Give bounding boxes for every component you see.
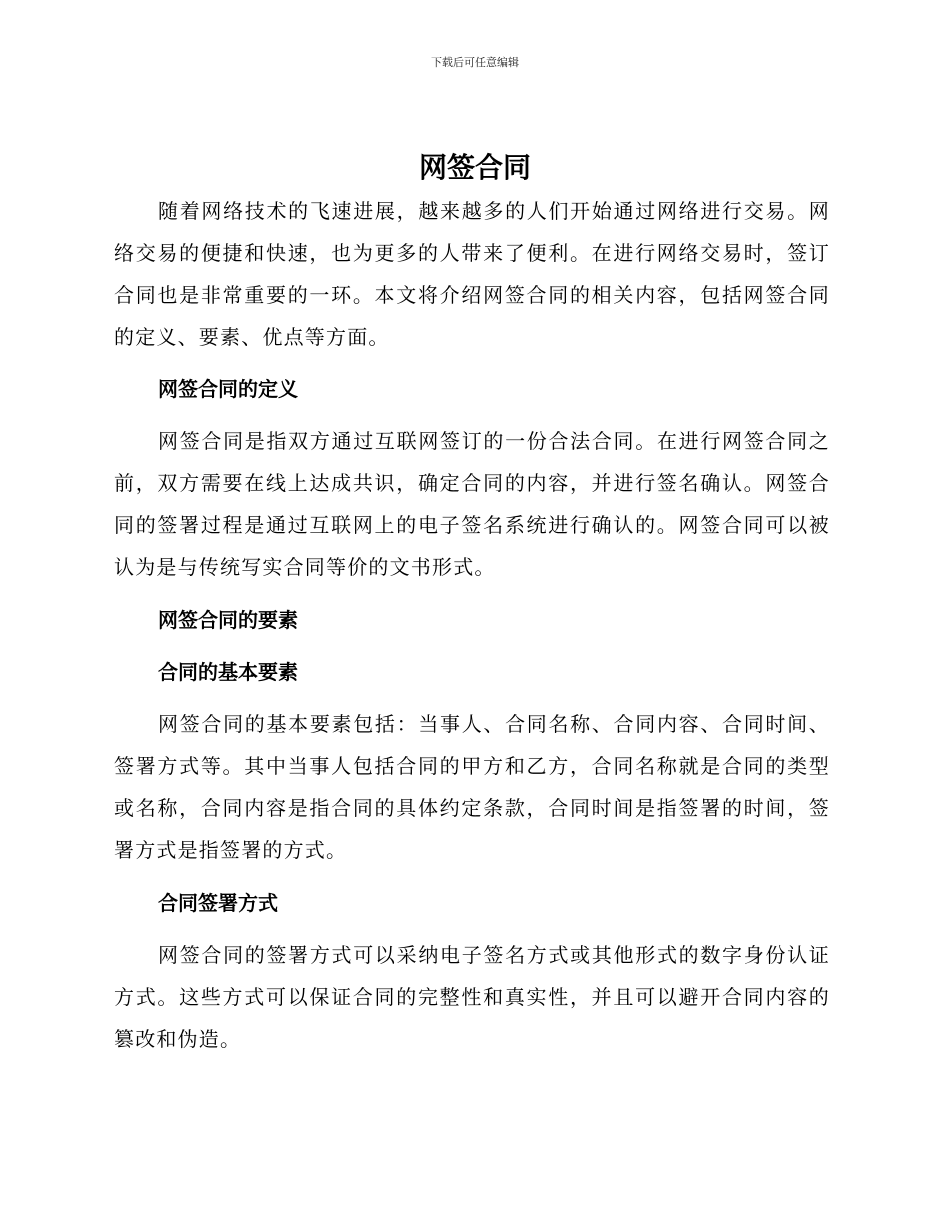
document-title: 网签合同 [418, 151, 531, 184]
section-basic-elements-body [114, 703, 830, 871]
definition-paragraph: 网签合同是指双方通过互联网签订的一份合法合同。在进行网签合同之前，双方需要在线上达成共识，确定合同的内容，并进行签名确认。网签合同的签署过程是通过互联网上的电子签名系统进行确认的。网签合同可以被认为是与传统写实合同等价的文书形式。 [114, 429, 830, 579]
section-elements [114, 599, 830, 641]
intro-paragraph: 随着网络技术的飞速进展，越来越多的人们开始通过网络进行交易。网络交易的便捷和快速，也为更多的人带来了便利。在进行网络交易时，签订合同也是非常重要的一环。本文将介绍网签合同的相关内容，包括网签合同的定义、要素、优点等方面。 [114, 199, 830, 349]
section-heading-definition: 网签合同的定义 [158, 377, 298, 401]
section-definition [114, 368, 830, 410]
header-note: 下载后可任意编辑 [431, 56, 519, 69]
section-basic-elements [114, 651, 830, 693]
signing-method-paragraph: 网签合同的签署方式可以采纳电子签名方式或其他形式的数字身份认证方式。这些方式可以保证合同的完整性和真实性，并且可以避开合同内容的篡改和伪造。 [114, 943, 830, 1051]
section-signing-method [114, 882, 830, 924]
subsection-heading-signing: 合同签署方式 [158, 891, 278, 915]
section-signing-method-body [114, 934, 830, 1060]
subsection-heading-basic: 合同的基本要素 [158, 660, 298, 684]
section-definition-body [114, 420, 830, 588]
basic-elements-paragraph: 网签合同的基本要素包括：当事人、合同名称、合同内容、合同时间、签署方式等。其中当事人包括合同的甲方和乙方，合同名称就是合同的类型或名称，合同内容是指合同的具体约定条款，合同时间是指签署的时间，签署方式是指签署的方式。 [114, 712, 830, 862]
section-heading-elements: 网签合同的要素 [158, 608, 298, 632]
intro-block [114, 190, 830, 358]
